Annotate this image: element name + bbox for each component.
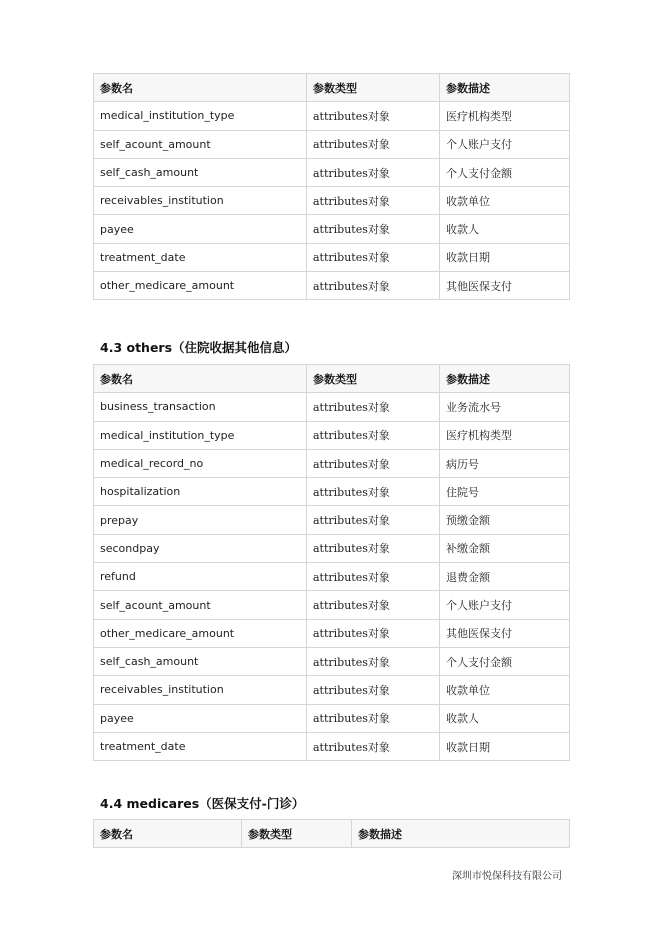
cell-param-desc: 收款人 [440,215,570,243]
cell-param-type: attributes对象 [307,243,440,271]
cell-param-name: business_transaction [94,393,307,421]
cell-param-name: self_cash_amount [94,647,307,675]
cell-param-name: other_medicare_amount [94,272,307,300]
table-row [94,591,570,619]
table-row [94,187,570,215]
cell-param-name: medical_record_no [94,449,307,477]
cell-param-desc: 个人账户支付 [440,130,570,158]
table-row [94,647,570,675]
table-header-row [94,820,570,848]
cell-param-type: attributes对象 [307,187,440,215]
cell-param-type: attributes对象 [307,563,440,591]
cell-param-desc: 个人支付金额 [440,647,570,675]
cell-param-desc: 其他医保支付 [440,619,570,647]
cell-param-type: attributes对象 [307,215,440,243]
table-row [94,393,570,421]
cell-param-name: secondpay [94,534,307,562]
table-row [94,506,570,534]
cell-param-name: self_acount_amount [94,130,307,158]
cell-param-name: payee [94,215,307,243]
header-param-name: 参数名 [94,820,242,848]
table-row [94,563,570,591]
cell-param-desc: 医疗机构类型 [440,421,570,449]
cell-param-type: attributes对象 [307,619,440,647]
cell-param-name: other_medicare_amount [94,619,307,647]
section-heading-4-3: 4.3 others（住院收据其他信息） [100,340,298,355]
header-param-name: 参数名 [94,74,307,102]
cell-param-desc: 退费金额 [440,563,570,591]
table-row [94,102,570,130]
table-row [94,158,570,186]
table-row [94,676,570,704]
table-row [94,130,570,158]
params-table-3 [93,819,570,848]
cell-param-name: payee [94,704,307,732]
cell-param-name: prepay [94,506,307,534]
cell-param-type: attributes对象 [307,704,440,732]
cell-param-name: refund [94,563,307,591]
cell-param-type: attributes对象 [307,534,440,562]
cell-param-name: treatment_date [94,732,307,760]
cell-param-type: attributes对象 [307,272,440,300]
cell-param-desc: 收款日期 [440,732,570,760]
table-row [94,619,570,647]
table-header-row [94,74,570,102]
cell-param-type: attributes对象 [307,102,440,130]
cell-param-name: hospitalization [94,478,307,506]
section-heading-4-4: 4.4 medicares（医保支付-门诊） [100,796,305,811]
header-param-type: 参数类型 [307,365,440,393]
cell-param-desc: 医疗机构类型 [440,102,570,130]
header-param-name: 参数名 [94,365,307,393]
cell-param-type: attributes对象 [307,449,440,477]
cell-param-name: self_cash_amount [94,158,307,186]
cell-param-type: attributes对象 [307,478,440,506]
header-param-type: 参数类型 [242,820,352,848]
footer-company: 深圳市悦保科技有限公司 [452,871,562,882]
cell-param-type: attributes对象 [307,393,440,421]
table-row [94,449,570,477]
cell-param-name: medical_institution_type [94,421,307,449]
cell-param-type: attributes对象 [307,421,440,449]
cell-param-type: attributes对象 [307,647,440,675]
table-row [94,704,570,732]
cell-param-desc: 个人账户支付 [440,591,570,619]
table-row [94,272,570,300]
cell-param-desc: 收款人 [440,704,570,732]
params-table-1 [93,73,570,300]
table-body [94,393,570,761]
cell-param-name: self_acount_amount [94,591,307,619]
cell-param-type: attributes对象 [307,158,440,186]
cell-param-desc: 个人支付金额 [440,158,570,186]
header-param-desc: 参数描述 [440,365,570,393]
table-row [94,243,570,271]
header-param-desc: 参数描述 [440,74,570,102]
cell-param-desc: 业务流水号 [440,393,570,421]
header-param-type: 参数类型 [307,74,440,102]
table-row [94,732,570,760]
table-row [94,478,570,506]
cell-param-type: attributes对象 [307,130,440,158]
table-row [94,534,570,562]
cell-param-desc: 病历号 [440,449,570,477]
cell-param-desc: 住院号 [440,478,570,506]
table-row [94,215,570,243]
cell-param-desc: 补缴金额 [440,534,570,562]
table-header-row [94,365,570,393]
params-table-2 [93,364,570,761]
cell-param-desc: 收款单位 [440,187,570,215]
cell-param-name: receivables_institution [94,187,307,215]
cell-param-type: attributes对象 [307,506,440,534]
table-row [94,421,570,449]
cell-param-name: receivables_institution [94,676,307,704]
cell-param-type: attributes对象 [307,591,440,619]
cell-param-name: treatment_date [94,243,307,271]
header-param-desc: 参数描述 [352,820,570,848]
table-body [94,102,570,300]
cell-param-desc: 其他医保支付 [440,272,570,300]
cell-param-name: medical_institution_type [94,102,307,130]
cell-param-type: attributes对象 [307,676,440,704]
cell-param-type: attributes对象 [307,732,440,760]
cell-param-desc: 收款单位 [440,676,570,704]
cell-param-desc: 收款日期 [440,243,570,271]
cell-param-desc: 预缴金额 [440,506,570,534]
